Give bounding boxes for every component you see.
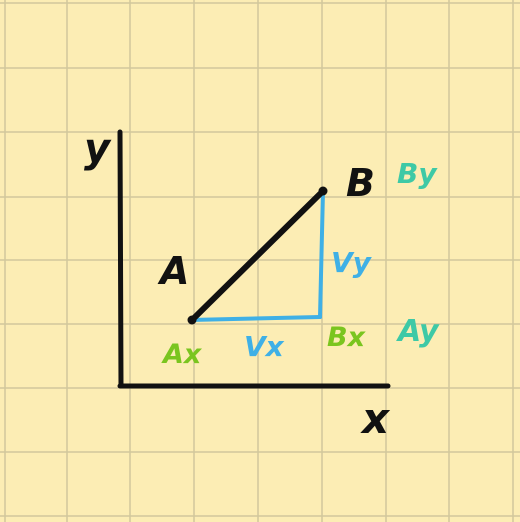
- vy-label: Vy: [331, 246, 371, 279]
- vx-label: Vx: [244, 330, 284, 363]
- ax-label: Ax: [163, 339, 202, 370]
- ay-label: Ay: [398, 314, 439, 349]
- vx-component-line: [190, 317, 320, 320]
- by-label: By: [397, 157, 437, 190]
- x-axis-label: x: [362, 394, 390, 443]
- point-a-label: A: [160, 249, 190, 293]
- point-a: [188, 316, 197, 325]
- y-axis-label: y: [84, 126, 111, 172]
- point-b-label: B: [346, 161, 375, 205]
- point-b: [319, 187, 328, 196]
- y-axis: [120, 132, 121, 386]
- bx-label: Bx: [327, 322, 365, 353]
